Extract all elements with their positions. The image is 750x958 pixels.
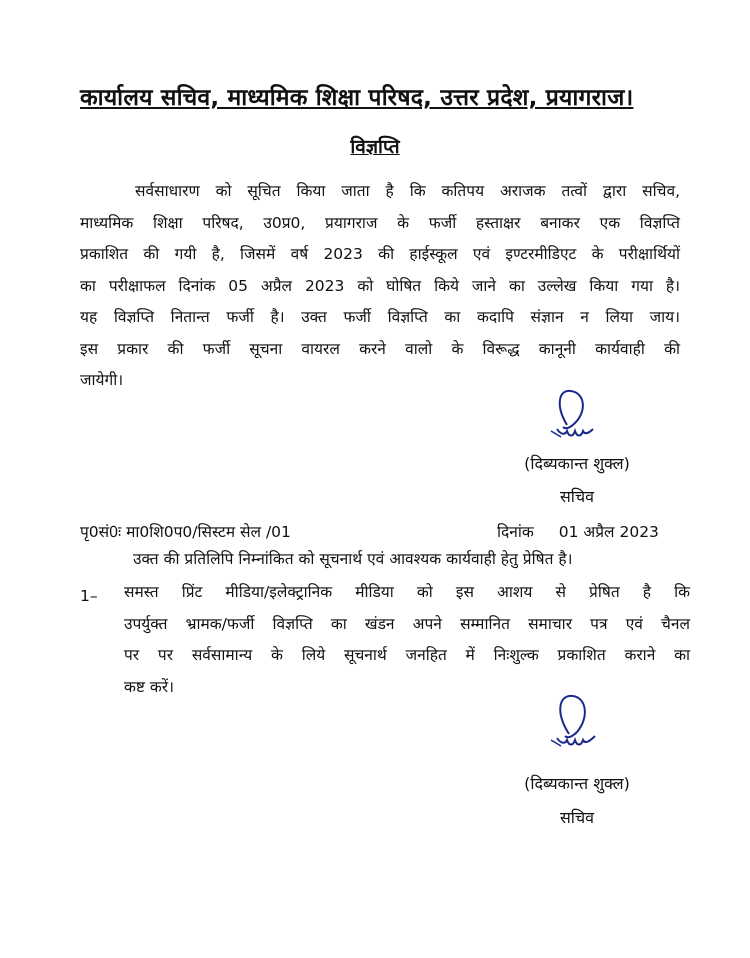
signatory-2-name: (दिब्यकान्त शुक्ल) — [524, 774, 630, 793]
date-label: दिनांक — [497, 523, 534, 541]
body-line: प्रकाशित की गयी है, जिसमें वर्ष 2023 की हाईस्कूल एवं इण्टरमीडिएट के परीक्षार्थियों — [80, 245, 680, 263]
item-line: कष्ट करें। — [124, 677, 175, 696]
reference-number: पृ0सं0ः मा0शि0प0/सिस्टम सेल /01 — [80, 523, 291, 541]
signatory-2-title: सचिव — [559, 808, 595, 827]
signature-2 — [545, 690, 615, 755]
notice-title — [0, 133, 750, 159]
body-line: इस प्रकार की फर्जी सूचना वायरल करने वालो के विरूद्ध कानूनी कार्यवाही की — [80, 339, 680, 358]
body-line: जायेगी। — [80, 371, 124, 389]
notice-body — [80, 176, 680, 397]
body-line: सर्वसाधारण को सूचित किया जाता है कि कतिपय अराजक तत्वों द्वारा सचिव, — [135, 182, 680, 200]
item-number: 1– — [80, 587, 98, 605]
item-line: पर पर सर्वसामान्य के लिये सूचनार्थ जनहित में निःशुल्क प्रकाशित कराने का — [124, 646, 690, 664]
office-heading: कार्यालय सचिव, माध्यमिक शिक्षा परिषद, उत्तर प्रदेश, प्रयागराज। — [80, 85, 634, 111]
date-line — [497, 520, 659, 542]
signatory-1-name: (दिब्यकान्त शुक्ल) — [524, 454, 630, 473]
item-line: उपर्युक्त भ्रामक/फर्जी विज्ञप्ति का खंडन अपने सम्मानित समाचार पत्र एवं चैनल — [124, 614, 690, 633]
item-body — [124, 577, 690, 703]
item-line: समस्त प्रिंट मीडिया/इलेक्ट्रानिक मीडिया को इस आशय से प्रेषित है कि — [124, 583, 690, 601]
body-line: माध्यमिक शिक्षा परिषद, उ0प्र0, प्रयागराज के फर्जी हस्ताक्षर बनाकर एक विज्ञप्ति — [80, 213, 680, 232]
body-line: यह विज्ञप्ति नितान्त फर्जी है। उक्त फर्जी विज्ञप्ति का कदापि संज्ञान न लिया जाय। — [80, 308, 680, 326]
copy-forward-line: उक्त की प्रतिलिपि निम्नांकित को सूचनार्थ एवं आवश्यक कार्यवाही हेतु प्रेषित है। — [133, 550, 573, 568]
signatory-1-title: सचिव — [559, 487, 595, 506]
body-line: का परीक्षाफल दिनांक 05 अप्रैल 2023 को घोषित किये जाने का उल्लेख किया गया है। — [80, 276, 680, 295]
signature-1 — [545, 385, 615, 445]
notice-title-text: विज्ञप्ति — [350, 136, 400, 158]
date-value: 01 अप्रैल 2023 — [558, 523, 659, 541]
